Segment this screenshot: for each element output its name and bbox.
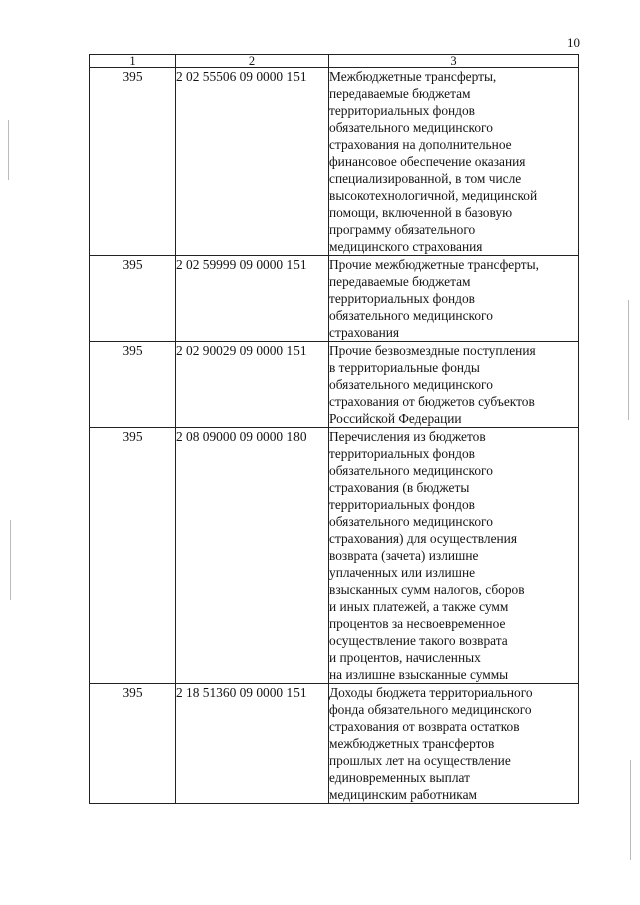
description-line: и иных платежей, а также сумм	[329, 599, 509, 614]
description-cell	[329, 428, 579, 684]
description-line: взысканных сумм налогов, сборов	[329, 582, 525, 597]
table-row	[90, 256, 579, 342]
description-line: медицинского страхования	[329, 239, 483, 254]
budget-classification-code-cell: 2 18 51360 09 0000 151	[176, 684, 329, 804]
table-header-row	[90, 55, 579, 68]
scan-artifact	[630, 760, 631, 860]
admin-code-cell: 395	[90, 256, 176, 342]
table-body	[90, 68, 579, 804]
description-cell	[329, 684, 579, 804]
description-line: медицинским работникам	[329, 787, 478, 802]
description-cell	[329, 256, 579, 342]
column-header-2: 2	[176, 55, 329, 68]
budget-classification-code-cell: 2 02 90029 09 0000 151	[176, 342, 329, 428]
admin-code-cell: 395	[90, 342, 176, 428]
description-line: Доходы бюджета территориального	[329, 685, 533, 700]
scan-artifact	[628, 300, 629, 420]
description-line: страхования (в бюджеты	[329, 480, 470, 495]
description-line: финансовое обеспечение оказания	[329, 154, 526, 169]
description-line: обязательного медицинского	[329, 120, 493, 135]
page-number: 10	[567, 35, 580, 50]
description-line: и процентов, начисленных	[329, 650, 481, 665]
table-row	[90, 68, 579, 256]
description-cell	[329, 342, 579, 428]
description-line: Прочие безвозмездные поступления	[329, 343, 536, 358]
table-row	[90, 684, 579, 804]
description-cell	[329, 68, 579, 256]
column-header-1: 1	[90, 55, 176, 68]
description-line: фонда обязательного медицинского	[329, 702, 532, 717]
description-line: передаваемые бюджетам	[329, 274, 471, 289]
budget-codes-table	[89, 54, 579, 804]
column-header-3: 3	[329, 55, 579, 68]
description-line: передаваемые бюджетам	[329, 86, 471, 101]
description-line: процентов за несвоевременное	[329, 616, 506, 631]
description-line: помощи, включенной в базовую	[329, 205, 513, 220]
description-line: страхования) для осуществления	[329, 531, 518, 546]
budget-classification-code-cell: 2 02 55506 09 0000 151	[176, 68, 329, 256]
budget-classification-code-cell: 2 08 09000 09 0000 180	[176, 428, 329, 684]
description-line: Межбюджетные трансферты,	[329, 69, 497, 84]
description-line: Прочие межбюджетные трансферты,	[329, 257, 539, 272]
admin-code-cell: 395	[90, 684, 176, 804]
description-line: на излишне взысканные суммы	[329, 667, 509, 682]
admin-code-cell: 395	[90, 68, 176, 256]
description-line: территориальных фондов	[329, 446, 476, 461]
description-line: Перечисления из бюджетов	[329, 429, 486, 444]
description-line: территориальных фондов	[329, 291, 476, 306]
description-line: межбюджетных трансфертов	[329, 736, 495, 751]
description-line: территориальных фондов	[329, 103, 476, 118]
description-line: страхования	[329, 325, 400, 340]
description-line: страхования от бюджетов субъектов	[329, 394, 535, 409]
description-line: осуществление такого возврата	[329, 633, 508, 648]
admin-code-cell: 395	[90, 428, 176, 684]
description-line: возврата (зачета) излишне	[329, 548, 479, 563]
description-line: единовременных выплат	[329, 770, 470, 785]
description-line: Российской Федерации	[329, 411, 462, 426]
scan-artifact	[10, 520, 11, 600]
description-line: территориальных фондов	[329, 497, 476, 512]
description-line: страхования на дополнительное	[329, 137, 512, 152]
description-line: специализированной, в том числе	[329, 171, 522, 186]
description-line: программу обязательного	[329, 222, 476, 237]
description-line: обязательного медицинского	[329, 463, 493, 478]
description-line: обязательного медицинского	[329, 308, 493, 323]
table-row	[90, 342, 579, 428]
description-line: уплаченных или излишне	[329, 565, 476, 580]
budget-classification-code-cell: 2 02 59999 09 0000 151	[176, 256, 329, 342]
description-line: прошлых лет на осуществление	[329, 753, 511, 768]
description-line: в территориальные фонды	[329, 360, 480, 375]
description-line: обязательного медицинского	[329, 377, 493, 392]
table-row	[90, 428, 579, 684]
description-line: высокотехнологичной, медицинской	[329, 188, 538, 203]
description-line: обязательного медицинского	[329, 514, 493, 529]
description-line: страхования от возврата остатков	[329, 719, 520, 734]
scan-artifact	[8, 120, 9, 180]
